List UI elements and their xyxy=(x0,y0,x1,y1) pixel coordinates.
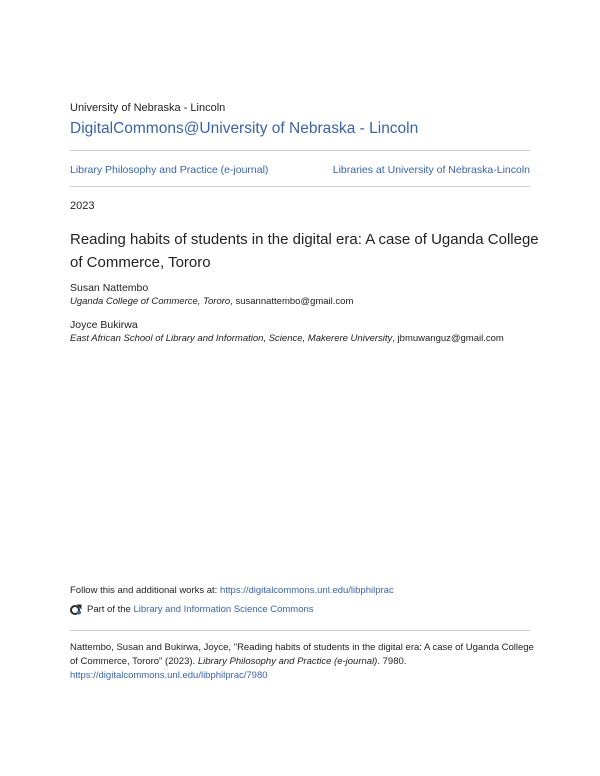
repository-link[interactable]: DigitalCommons@University of Nebraska - Lincoln xyxy=(70,120,419,137)
recommended-citation xyxy=(70,641,540,683)
citation-text: Nattembo, Susan and Bukirwa, Joyce, "Reading habits of students in the digital era: A case of Uganda College of Commerce, Tororo" (2023). xyxy=(70,642,534,667)
citation-number: . 7980. xyxy=(377,656,407,667)
author-email: jbmuwanguz@gmail.com xyxy=(397,333,504,344)
article-title: Reading habits of students in the digital era: A case of Uganda College of Commerce, Tororo xyxy=(70,231,539,271)
commons-icon xyxy=(70,603,83,616)
author-name: Susan Nattembo xyxy=(70,282,149,294)
series-link[interactable]: Library Philosophy and Practice (e-journal) xyxy=(70,164,269,176)
part-of-line xyxy=(70,603,314,616)
follow-line xyxy=(70,585,394,596)
part-of-label: Part of the xyxy=(87,604,131,615)
divider xyxy=(70,630,530,631)
commons-link[interactable]: Library and Information Science Commons xyxy=(133,604,314,615)
author-name: Joyce Bukirwa xyxy=(70,319,138,331)
affiliation-text: East African School of Library and Information, Science, Makerere University xyxy=(70,333,393,344)
university-name: University of Nebraska - Lincoln xyxy=(70,102,226,114)
follow-url-link[interactable]: https://digitalcommons.unl.edu/libphilprac xyxy=(219,585,394,596)
divider xyxy=(70,150,530,151)
citation-journal: Library Philosophy and Practice (e-journal) xyxy=(197,656,378,667)
department-link[interactable]: Libraries at University of Nebraska-Lincoln xyxy=(332,164,530,176)
citation-url-link[interactable]: https://digitalcommons.unl.edu/libphilprac/7980 xyxy=(70,670,268,681)
publication-year: 2023 xyxy=(70,200,95,212)
author-affiliation: Uganda College of Commerce, Tororo, susannattembo@gmail.com xyxy=(70,296,354,307)
author-affiliation: East African School of Library and Information, Science, Makerere University, jbmuwanguz@gmail.com xyxy=(70,333,504,344)
divider xyxy=(70,186,530,187)
author-email: susannattembo@gmail.com xyxy=(235,296,354,307)
follow-label: Follow this and additional works at: xyxy=(70,585,218,596)
affiliation-text: Uganda College of Commerce, Tororo xyxy=(70,296,231,307)
